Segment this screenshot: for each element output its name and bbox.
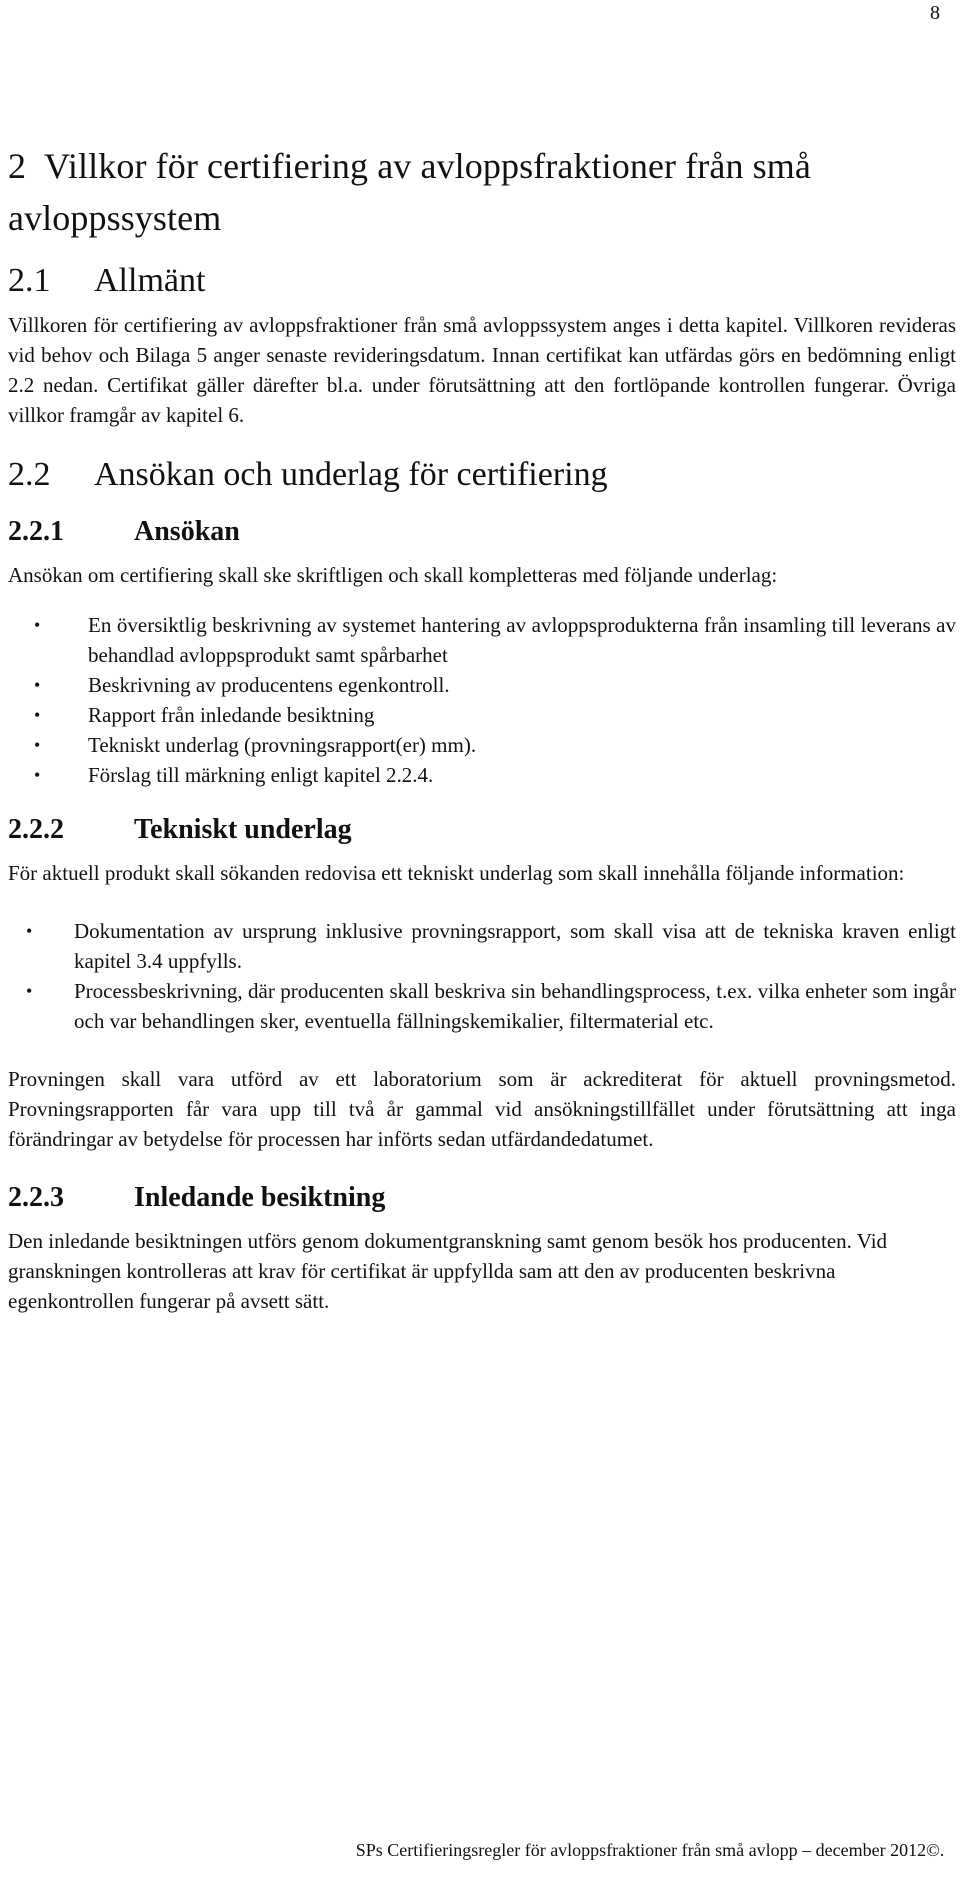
document-body [8,140,956,1316]
bullet-icon: • [26,981,33,1001]
list-item: • Rapport från inledande besiktning [8,700,956,730]
section-number: 2.1 [8,262,51,299]
list-item: • Dokumentation av ursprung inklusive provningsrapport, som skall visa att de tekniska kraven enligt kapitel 3.4 uppfylls. [8,916,956,976]
section-2-2-2-paragraph: För aktuell produkt skall sökanden redovisa ett tekniskt underlag som skall innehålla följande information: [8,861,905,885]
list-item: • Processbeskrivning, där producenten skall beskriva sin behandlingsprocess, t.ex. vilka enheter som ingår och var behandlingen sker, eventuella fällningskemikalier, filtermaterial etc. [8,976,956,1036]
section-2-2-1-paragraph: Ansökan om certifiering skall ske skriftligen och skall kompletteras med följande underlag: [8,563,778,587]
chapter-heading [8,140,956,244]
bullet-icon: • [34,615,41,635]
subsection-title: Tekniskt underlag [134,814,352,845]
section-2-2-2-heading [8,810,956,850]
section-2-2-1-heading [8,512,956,552]
bullet-icon: • [34,675,41,695]
subsection-title: Inledande besiktning [134,1182,386,1213]
subsection-number: 2.2.3 [8,1182,64,1213]
chapter-number: 2 [8,146,27,186]
section-title: Allmänt [94,262,206,299]
bullet-icon: • [26,921,33,941]
section-2-2-heading [8,452,956,498]
page-number: 8 [930,2,940,24]
list-item: • En översiktlig beskrivning av systemet hantering av avloppsprodukterna från insamling till leverans av behandlad avloppsprodukt samt spårbarhet [8,610,956,670]
section-2-2-2-paragraph-2: Provningen skall vara utförd av ett laboratorium som är ackrediterat för aktuell provningsmetod. Provningsrapporten får vara upp till två år gammal vid ansökningstillfället under förutsättning att inga förändringar av betydelse för processen har införts sedan utfärdandedatumet. [8,1067,956,1151]
section-2-1-heading [8,258,956,304]
list-item: • Tekniskt underlag (provningsrapport(er) mm). [8,730,956,760]
subsection-number: 2.2.1 [8,516,64,547]
requirements-list [8,610,956,790]
bullet-icon: • [34,705,41,725]
list-item: • Beskrivning av producentens egenkontroll. [8,670,956,700]
bullet-icon: • [34,735,41,755]
bullet-icon: • [34,765,41,785]
footer-text: SPs Certifieringsregler för avloppsfraktioner från små avlopp – december 2012©. [355,1840,945,1860]
list-item: • Förslag till märkning enligt kapitel 2.2.4. [8,760,956,790]
technical-list [8,916,956,1036]
section-2-1-paragraph: Villkoren för certifiering av avloppsfraktioner från små avloppssystem anges i detta kapitel. Villkoren revideras vid behov och Bilaga 5 anger senaste revideringsdatum. Innan certifikat kan utfärdas görs en bedömning enligt 2.2 nedan. Certifikat gäller därefter bl.a. under förutsättning att den fortlöpande kontrollen fungerar. Övriga villkor framgår av kapitel 6. [8,313,956,427]
section-2-2-3-heading [8,1178,956,1218]
page-footer [0,1840,960,1861]
subsection-number: 2.2.2 [8,814,64,845]
subsection-title: Ansökan [134,516,240,547]
chapter-title: Villkor för certifiering av avloppsfraktioner från små avloppssystem [8,146,811,238]
section-number: 2.2 [8,456,51,493]
section-2-2-3-paragraph: Den inledande besiktningen utförs genom dokumentgranskning samt genom besök hos producenten. Vid granskningen kontrolleras att krav för certifikat är uppfyllda sam att den av producenten beskrivna egenkontrollen fungerar på avsett sätt. [8,1229,888,1313]
section-title: Ansökan och underlag för certifiering [94,456,608,493]
